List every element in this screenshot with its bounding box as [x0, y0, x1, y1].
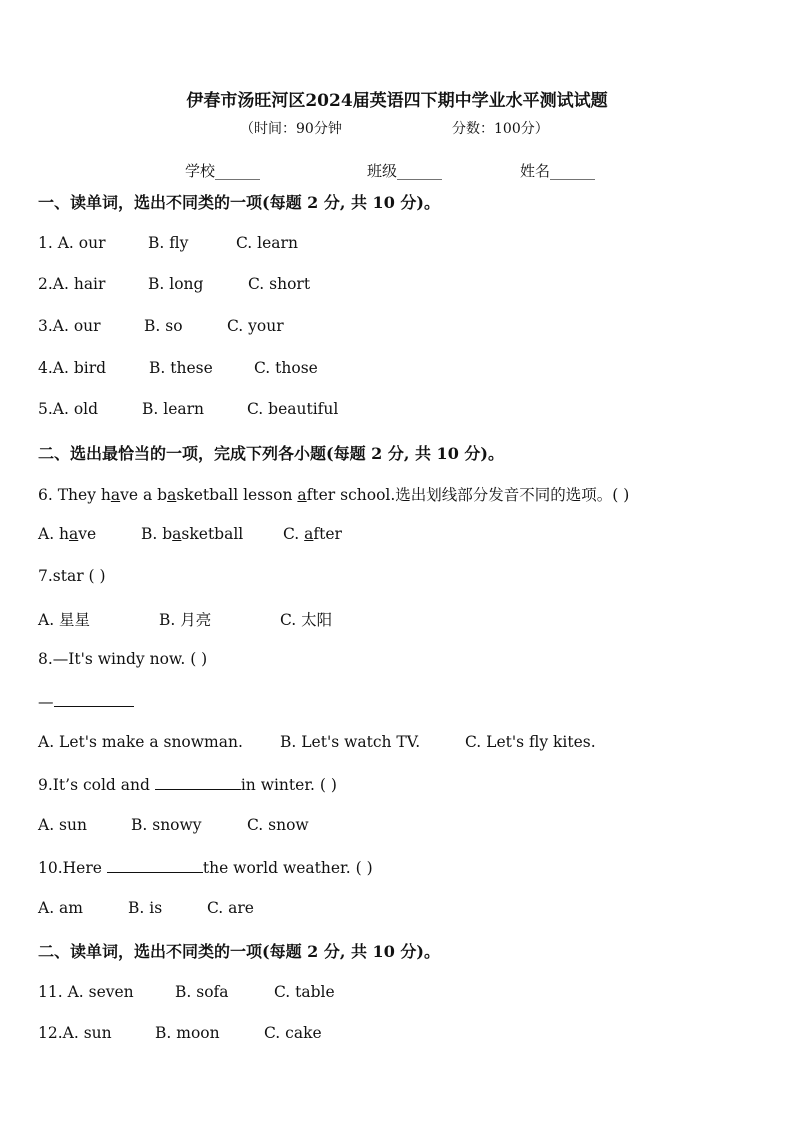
q9-stem-end: in winter. ( ) [240, 776, 337, 794]
q6-text-part: ve a b [120, 486, 168, 504]
q5-option-c: C. beautiful [247, 400, 339, 418]
q10-option-c: C. are [207, 899, 254, 917]
q8-option-b: B. Let's watch TV. [280, 733, 421, 751]
q9-option-a: A. sun [38, 816, 87, 834]
class-field: 班级______ [367, 162, 443, 180]
section-heading-3: 二、读单词，选出不同类的一项(每题 2 分, 共 10 分)。 [38, 942, 440, 961]
q2-option-a: 2.A. hair [38, 275, 106, 293]
q5-option-a: 5.A. old [38, 400, 99, 418]
section-heading-2: 二、选出最恰当的一项，完成下列各小题(每题 2 分, 共 10 分)。 [38, 444, 504, 463]
question-2 [38, 275, 311, 293]
q5-option-b: B. learn [142, 400, 205, 418]
q12-option-a: 12.A. sun [38, 1024, 112, 1042]
q9-stem-start: 9.It’s cold and [38, 776, 155, 794]
question-12 [38, 1024, 322, 1042]
question-4 [38, 359, 318, 377]
q9-option-c: C. snow [247, 816, 309, 834]
q3-option-b: B. so [144, 317, 183, 335]
q1-option-a: 1. A. our [38, 234, 106, 252]
question-10-options [38, 899, 254, 917]
q11-option-a: 11. A. seven [38, 983, 134, 1001]
q11-option-b: B. sofa [175, 983, 229, 1001]
question-9-options [38, 816, 309, 834]
q10-stem-start: 10.Here [38, 859, 107, 877]
q7-option-c: C. 太阳 [280, 611, 333, 629]
answer-blank [107, 858, 203, 873]
question-5 [38, 400, 339, 418]
question-8-options [38, 733, 596, 751]
answer-blank [54, 692, 134, 707]
school-field: 学校______ [185, 162, 261, 180]
question-6-options [38, 525, 342, 543]
q11-option-c: C. table [274, 983, 335, 1001]
answer-blank [155, 775, 241, 790]
q2-option-c: C. short [248, 275, 311, 293]
q8-option-a: A. Let's make a snowman. [38, 733, 243, 751]
question-7: 7.star ( ) [38, 567, 106, 585]
question-11 [38, 983, 335, 1001]
q4-option-c: C. those [254, 359, 318, 377]
q6-underlined-letter: a [110, 486, 121, 504]
q1-option-c: C. learn [236, 234, 298, 252]
q6-option-b: B. basketball [141, 525, 244, 543]
q10-option-b: B. is [128, 899, 163, 917]
q4-option-a: 4.A. bird [38, 359, 107, 377]
q6-underlined-letter: a [167, 486, 177, 504]
q12-option-c: C. cake [264, 1024, 322, 1042]
exam-time: （时间：90分钟 [240, 121, 342, 137]
question-8-answer-line [38, 692, 134, 711]
q10-option-a: A. am [38, 899, 83, 917]
q6-text-part: sketball lesson [176, 486, 298, 504]
q2-option-b: B. long [148, 275, 204, 293]
exam-score: 分数：100分） [452, 121, 549, 137]
q7-option-b: B. 月亮 [159, 611, 212, 629]
q7-option-a: A. 星星 [38, 611, 91, 629]
question-9 [38, 775, 337, 794]
question-6 [38, 483, 629, 505]
section-heading-1: 一、读单词，选出不同类的一项(每题 2 分, 共 10 分)。 [38, 193, 440, 212]
question-7-options [38, 608, 333, 630]
question-10 [38, 858, 373, 877]
question-8: 8.—It's windy now. ( ) [38, 650, 208, 668]
q12-option-b: B. moon [155, 1024, 220, 1042]
q9-option-b: B. snowy [131, 816, 202, 834]
q3-option-c: C. your [227, 317, 284, 335]
question-3 [38, 317, 284, 335]
q1-option-b: B. fly [148, 234, 189, 252]
q6-text-part: 6. They h [38, 486, 111, 504]
q10-stem-end: the world weather. ( ) [202, 859, 373, 877]
question-1 [38, 234, 298, 252]
name-field: 姓名______ [520, 162, 596, 180]
q6-text-part: fter school.选出划线部分发音不同的选项。( ) [306, 486, 630, 504]
q8-option-c: C. Let's fly kites. [465, 733, 596, 751]
dash: — [38, 693, 54, 711]
q4-option-b: B. these [149, 359, 213, 377]
q3-option-a: 3.A. our [38, 317, 101, 335]
q6-underlined-letter: a [297, 486, 307, 504]
page-title: 伊春市汤旺河区2024届英语四下期中学业水平测试试题 [186, 91, 608, 111]
q6-option-a: A. have [38, 525, 97, 543]
q6-option-c: C. after [283, 525, 342, 543]
